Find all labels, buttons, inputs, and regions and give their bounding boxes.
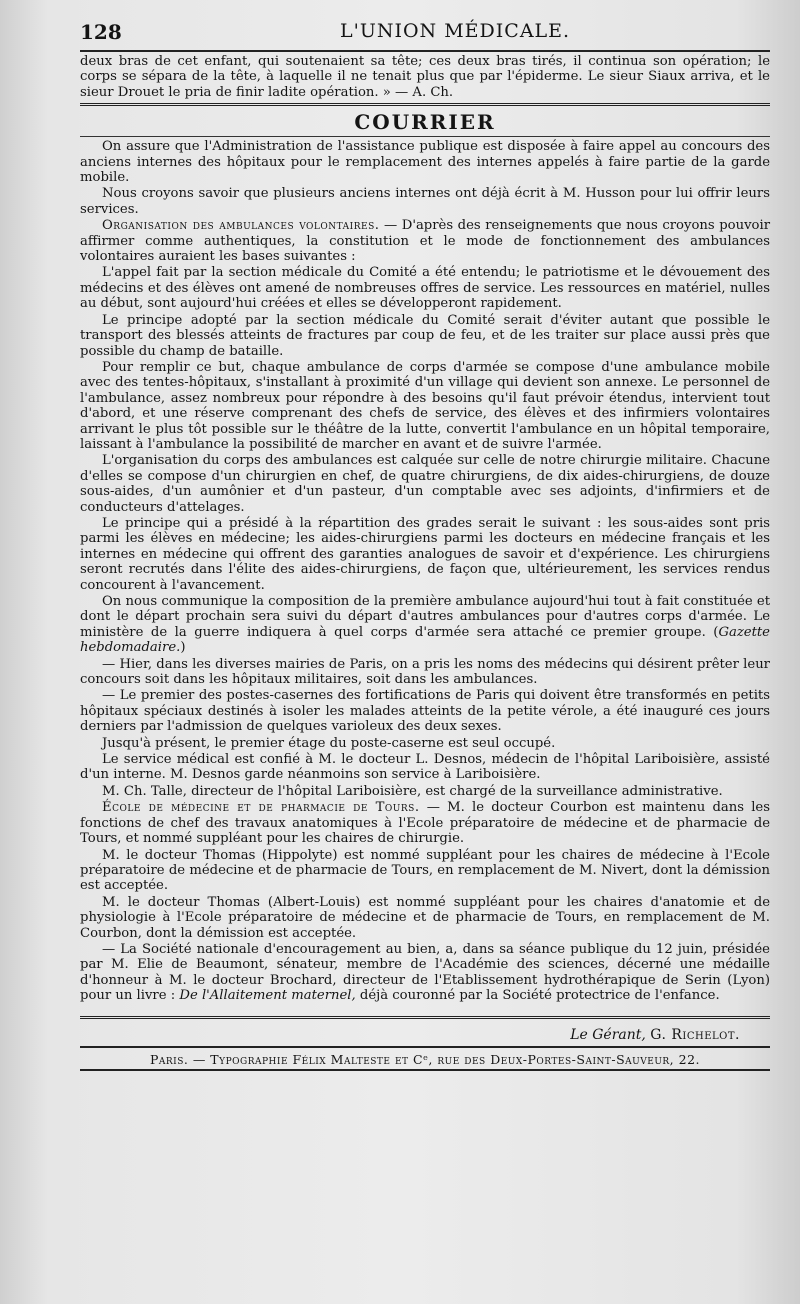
paragraph-text: L'organisation du corps des ambulances est calquée sur celle de notre chirurgie militaire. Chacune d'elles se compose d'un chirurgien en chef, de quatre chirurgiens, de dix aides-chirurgiens, de douze sous-aides, d'un aumônier et d'un pasteur, d'un comptable avec ses adjoints, d'infirmiers et de conducteurs d'attelages. bbox=[80, 453, 770, 515]
page-number: 128 bbox=[80, 20, 122, 44]
section-divider bbox=[80, 103, 770, 106]
paragraph-text: L'appel fait par la section médicale du Comité a été entendu; le patriotisme et le dévouement des médecins et des élèves ont amené de nombreuses offres de service. Les ressources en matériel, nulles au début, sont aujourd'hui créées et elles se développeront rapidement. bbox=[80, 265, 770, 312]
paragraph bbox=[80, 313, 770, 359]
paragraph-text: — Hier, dans les diverses mairies de Paris, on a pris les noms des médecins qui désirent prêter leur concours soit dans les hôpitaux militaires, soit dans les ambulances. bbox=[80, 656, 770, 688]
paragraph bbox=[80, 139, 770, 185]
paragraph-text: Pour remplir ce but, chaque ambulance de corps d'armée se compose d'une ambulance mobile avec des tentes-hôpitaux, s'installant à proximité d'un village qui devient son annexe. Le personnel de l'ambulance, assez nombreux pour répondre à des besoins qu'il faut prévoir étendus, intervient tout d'abord, et une réserve comprenant des chefs de service, des élèves et des infirmiers volontaires arrivant le plus tôt possible sur le théâtre de la lutte, convertit l'ambulance en un hôpital temporaire, laissant à l'ambulance la possibilité de marcher en avant et de suivre l'armée. bbox=[80, 359, 770, 452]
paragraph-italic: De l'Allaitement maternel, bbox=[179, 988, 356, 1004]
paragraph bbox=[80, 942, 770, 1004]
intro-paragraph bbox=[80, 54, 770, 100]
paragraph-text: Jusqu'à présent, le premier étage du poste-caserne est seul occupé. bbox=[102, 735, 556, 751]
imprint-bottom-rule bbox=[80, 1069, 770, 1071]
paragraph-text: Nous croyons savoir que plusieurs anciens internes ont déjà écrit à M. Husson pour lui offrir leurs services. bbox=[80, 186, 770, 217]
section-title-rule bbox=[80, 136, 770, 137]
paragraph-text: — M. le docteur Courbon est maintenu dans les fonctions de chef des travaux anatomiques à l'Ecole préparatoire de médecine et de pharmacie de Tours, et nommé suppléant pour les chaires de chirurgie. bbox=[80, 800, 770, 847]
paragraph-text: M. Ch. Talle, directeur de l'hôpital Lariboisière, est chargé de la surveillance administrative. bbox=[102, 783, 723, 799]
paragraph bbox=[80, 657, 770, 688]
signature-name: G. Richelot. bbox=[650, 1026, 740, 1043]
intro-text: deux bras de cet enfant, qui soutenaient sa tête; ces deux bras tirés, il continua son opération; le corps se sépara de la tête, à laquelle il ne tenait plus que par l'épiderme. Le sieur Siaux arriva, et le sieur Drouet le pria de finir ladite opération. » — A. Ch. bbox=[80, 54, 770, 100]
paragraph bbox=[80, 736, 770, 751]
signature-label: Le Gérant, bbox=[570, 1026, 646, 1043]
paragraph bbox=[80, 848, 770, 894]
footer-divider bbox=[80, 1016, 770, 1019]
paragraph bbox=[80, 186, 770, 217]
paragraph-text: — La Société nationale d'encouragement au bien, a, dans sa séance publique du 12 juin, présidée par M. Elie de Beaumont, sénateur, membre de l'Académie des sciences, décerné une médaille d'honneur à M. le docteur Brochard, directeur de l'Etablissement hydrothérapique de Serin (Lyon) pour un livre : bbox=[80, 941, 770, 1004]
paragraph-lead: École de médecine et de pharmacie de Tours. bbox=[102, 800, 420, 816]
paragraph-text: Le principe qui a présidé à la répartition des grades serait le suivant : les sous-aides sont pris parmi les élèves en médecine; les aides-chirurgiens parmi les docteurs en médecine français et les internes en médecine qui offrent des garanties analogues de savoir et d'expérience. Les chirurgiens seront recrutés dans l'élite des aides-chirurgiens, de façon que, ultérieurement, les services rendus concourent à l'avancement. bbox=[80, 515, 770, 593]
paragraph-tail: ) bbox=[180, 640, 186, 656]
paragraph-text: M. le docteur Thomas (Albert-Louis) est nommé suppléant pour les chaires d'anatomie et de physiologie à l'Ecole préparatoire de médecine et de pharmacie de Tours, en remplacement de M. Courbon, dont la démission est acceptée. bbox=[80, 894, 770, 941]
paragraph bbox=[80, 752, 770, 783]
paragraph bbox=[80, 594, 770, 656]
paragraph bbox=[80, 265, 770, 311]
paragraph bbox=[80, 784, 770, 799]
paragraph-text: — Le premier des postes-casernes des fortifications de Paris qui doivent être transformés en petits hôpitaux spéciaux destinés à isoler les malades atteints de la petite vérole, a été inauguré ces jours derniers par l'admission de quelques varioleux des deux sexes. bbox=[80, 688, 770, 735]
paragraph bbox=[80, 516, 770, 593]
paragraph bbox=[80, 453, 770, 515]
paragraph-lead: Organisation des ambulances volontaires. bbox=[102, 218, 380, 234]
paragraph bbox=[80, 895, 770, 941]
paragraph bbox=[80, 218, 770, 264]
paragraph bbox=[80, 688, 770, 734]
section-title: COURRIER bbox=[354, 110, 496, 135]
paragraph-text: On nous communique la composition de la première ambulance aujourd'hui tout à fait constituée et dont le départ prochain sera suivi du départ d'autres ambulances pour d'autres corps d'armée. Le ministère de la guerre indiquera à quel corps d'armée sera attaché ce premier groupe. ( bbox=[80, 594, 770, 640]
paragraph-text: Le principe adopté par la section médicale du Comité serait d'éviter autant que possible le transport des blessés atteints de fractures par coup de feu, et de les traiter sur place aussi près que possible du champ de bataille. bbox=[80, 312, 770, 359]
header-rule bbox=[80, 50, 770, 52]
page-header bbox=[80, 14, 770, 48]
paragraph-italic: Gazette hebdomadaire. bbox=[80, 624, 770, 656]
paragraph bbox=[80, 800, 770, 846]
paragraph-text: On assure que l'Administration de l'assistance publique est disposée à faire appel au concours des anciens internes des hôpitaux pour le remplacement des internes appelés à faire partie de la garde mobile. bbox=[80, 139, 770, 186]
paragraph-tail: déjà couronné par la Société protectrice de l'enfance. bbox=[355, 988, 720, 1004]
paragraph-text: M. le docteur Thomas (Hippolyte) est nommé suppléant pour les chaires de médecine à l'Ecole préparatoire de médecine et de pharmacie de Tours, en remplacement de M. Nivert, dont la démission est acceptée. bbox=[80, 847, 770, 894]
article-body bbox=[80, 139, 770, 1003]
imprint-rule bbox=[80, 1046, 770, 1048]
paragraph-text: Le service médical est confié à M. le docteur L. Desnos, médecin de l'hôpital Lariboisière, assisté d'un interne. M. Desnos garde néanmoins son service à Lariboisière. bbox=[80, 752, 770, 783]
paragraph bbox=[80, 360, 770, 452]
imprint: Paris. — Typographie Félix Malteste et Cᵉ, rue des Deux-Portes-Saint-Sauveur, 22. bbox=[149, 1051, 701, 1067]
signature bbox=[80, 1027, 740, 1043]
paragraph-text: — D'après des renseignements que nous croyons pouvoir affirmer comme authentiques, la constitution et le mode de fonctionnement des ambulances volontaires auraient les bases suivantes : bbox=[80, 218, 770, 265]
journal-title: L'UNION MÉDICALE. bbox=[340, 20, 571, 42]
